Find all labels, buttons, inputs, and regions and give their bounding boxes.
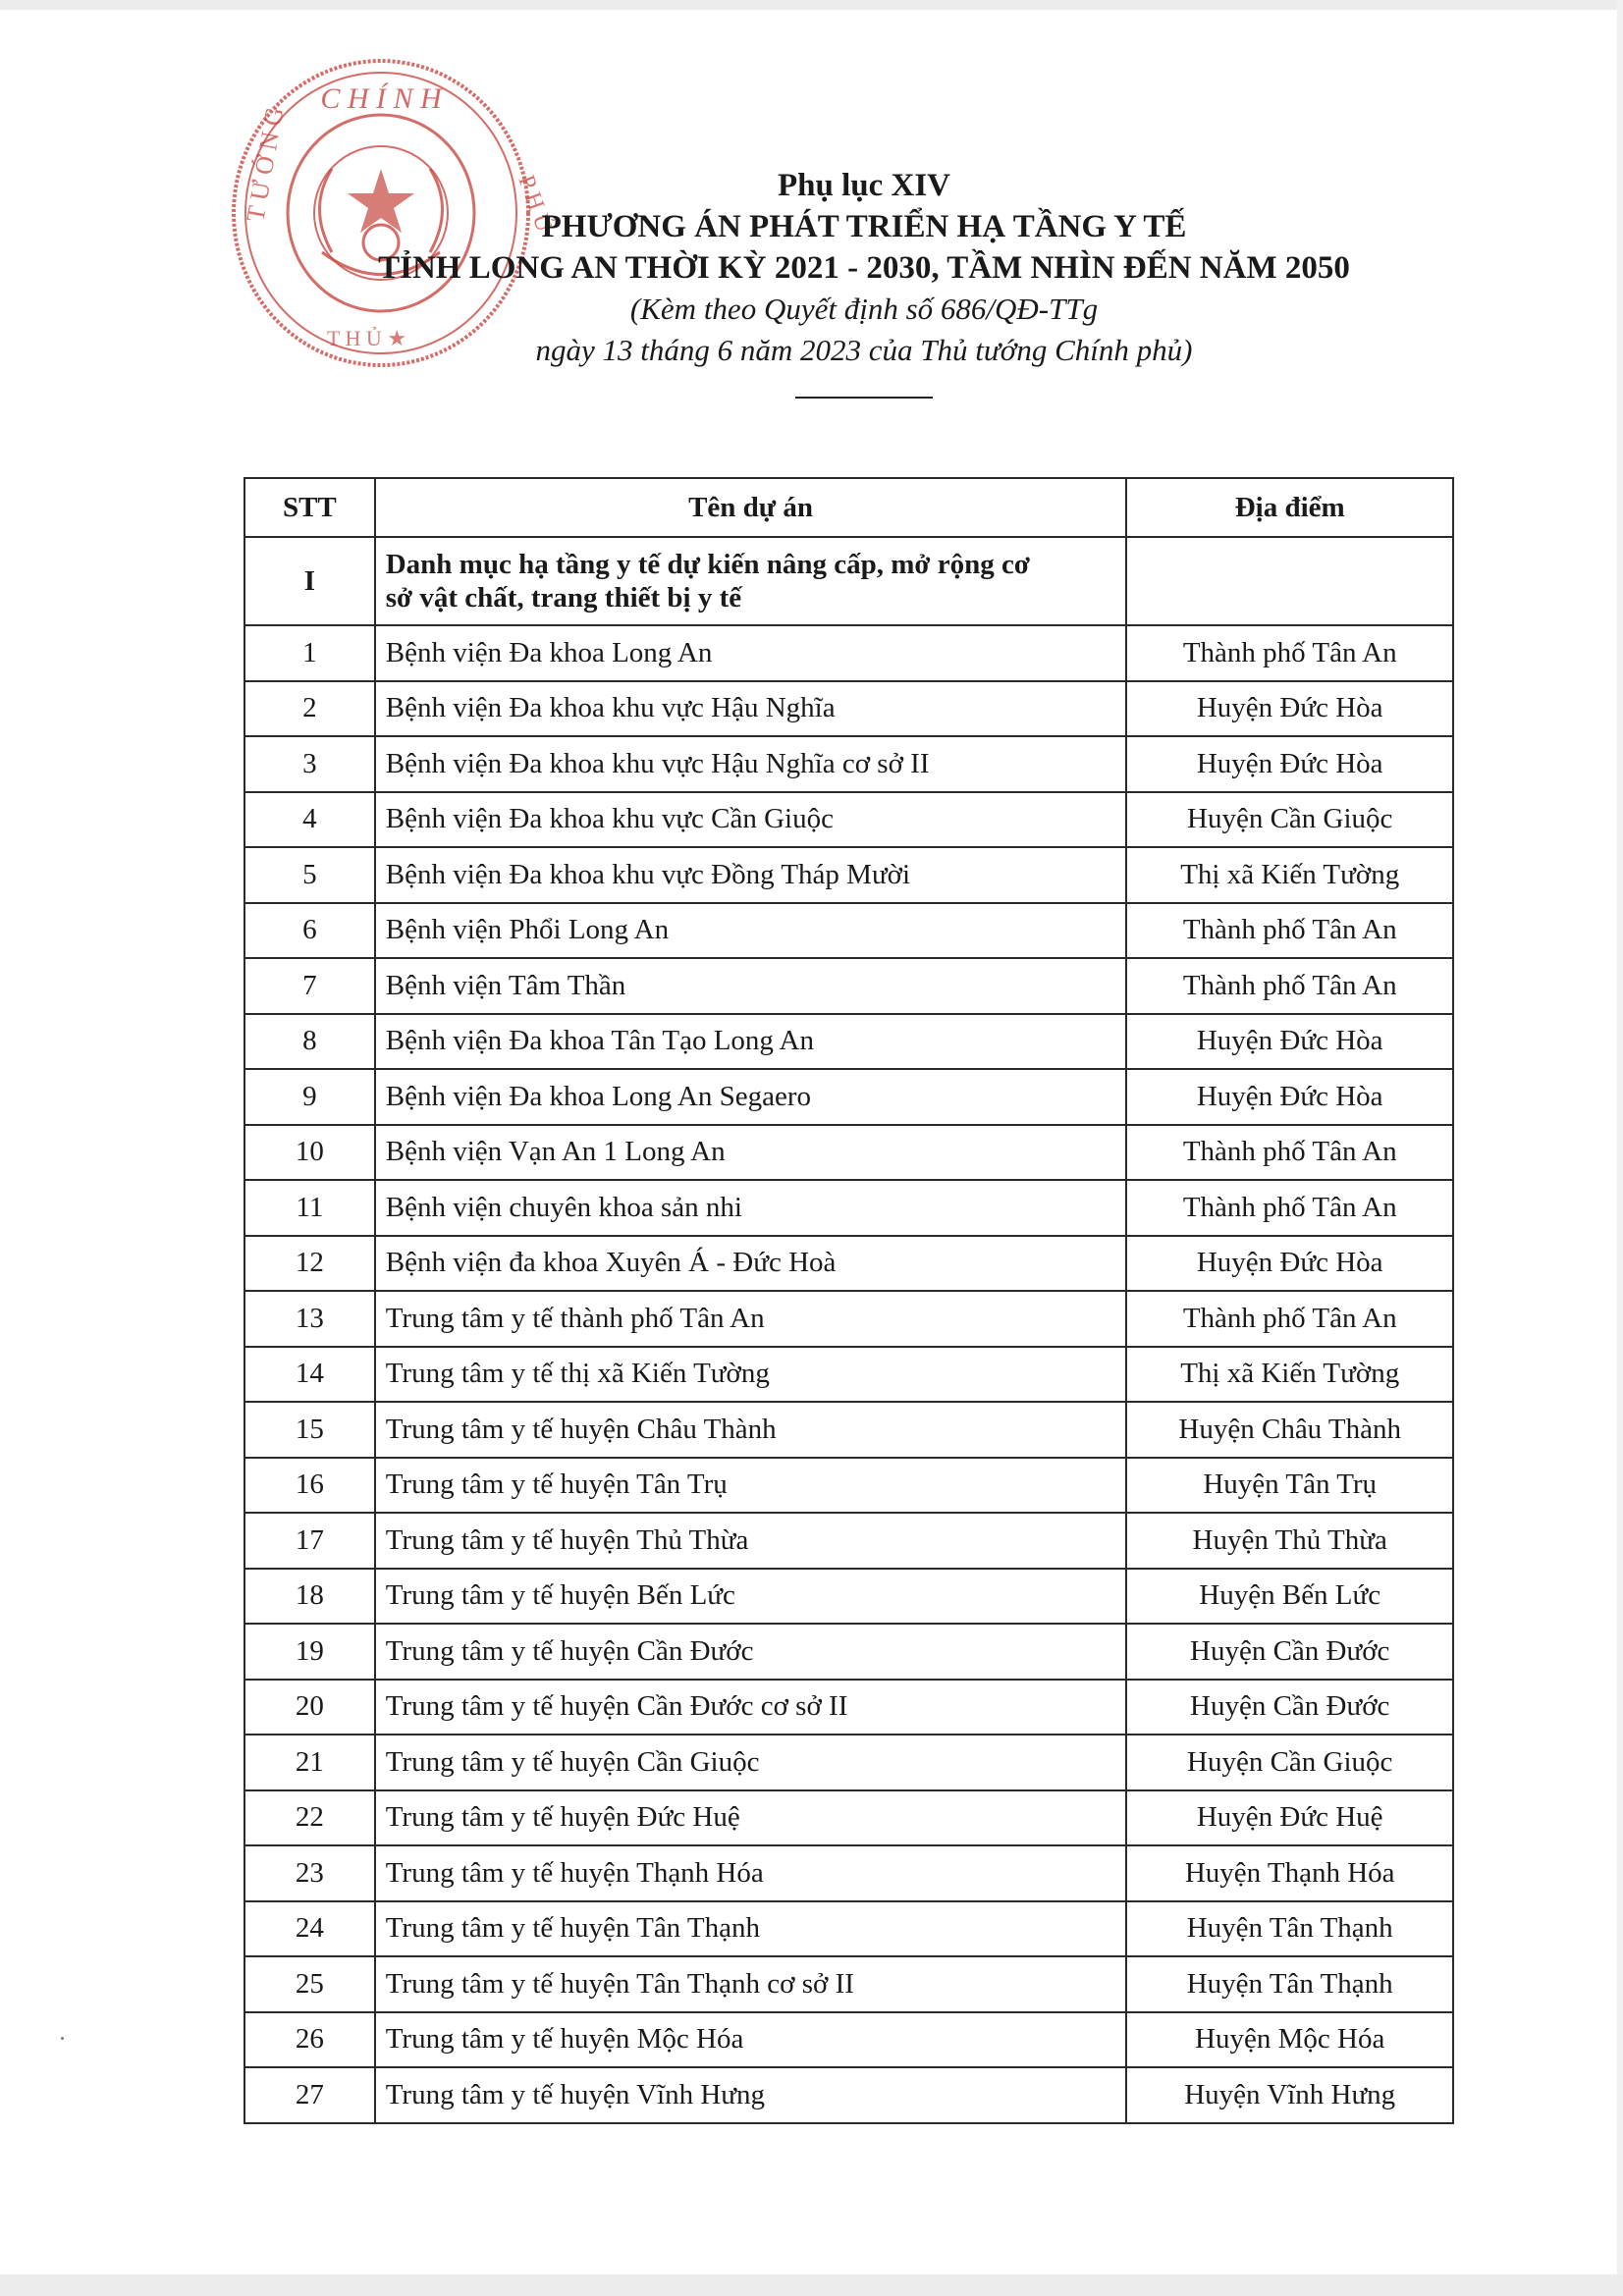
table-row xyxy=(244,1125,1453,1181)
project-location: Huyện Đức Hòa xyxy=(1126,1014,1453,1070)
table-header-row xyxy=(244,478,1453,537)
table-row xyxy=(244,1956,1453,2012)
table-row xyxy=(244,1014,1453,1070)
row-number: 18 xyxy=(244,1569,375,1625)
table-row xyxy=(244,2067,1453,2123)
project-name: Trung tâm y tế thị xã Kiến Tường xyxy=(375,1347,1127,1403)
table-row xyxy=(244,1402,1453,1458)
row-number: 24 xyxy=(244,1901,375,1957)
project-name: Bệnh viện Đa khoa khu vực Cần Giuộc xyxy=(375,792,1127,848)
project-location: Huyện Đức Hòa xyxy=(1126,1236,1453,1292)
project-name: Bệnh viện chuyên khoa sản nhi xyxy=(375,1180,1127,1236)
project-location: Huyện Tân Thạnh xyxy=(1126,1901,1453,1957)
table-row xyxy=(244,1680,1453,1735)
row-number: 14 xyxy=(244,1347,375,1403)
project-name: Bệnh viện Đa khoa Tân Tạo Long An xyxy=(375,1014,1127,1070)
svg-text:C H Í N H: C H Í N H xyxy=(320,82,442,115)
svg-text:T Ư Ớ N G: T Ư Ớ N G xyxy=(241,104,290,225)
project-name: Bệnh viện Vạn An 1 Long An xyxy=(375,1125,1127,1181)
table-row xyxy=(244,1236,1453,1292)
project-location: Huyện Thạnh Hóa xyxy=(1126,1845,1453,1901)
document-header xyxy=(295,165,1434,399)
project-name: Trung tâm y tế huyện Mộc Hóa xyxy=(375,2012,1127,2068)
row-number: 7 xyxy=(244,958,375,1014)
table-row xyxy=(244,2012,1453,2068)
project-location: Huyện Đức Huệ xyxy=(1126,1790,1453,1846)
table-row xyxy=(244,1291,1453,1347)
section-location xyxy=(1126,537,1453,625)
project-name: Bệnh viện Đa khoa Long An Segaero xyxy=(375,1069,1127,1125)
row-number: 1 xyxy=(244,625,375,681)
document-title-line-2: TỈNH LONG AN THỜI KỲ 2021 - 2030, TẦM NHÌN ĐẾN NĂM 2050 xyxy=(378,250,1350,286)
project-location: Huyện Tân Trụ xyxy=(1126,1458,1453,1514)
row-number: 25 xyxy=(244,1956,375,2012)
project-location: Huyện Mộc Hóa xyxy=(1126,2012,1453,2068)
section-title xyxy=(375,537,1127,625)
row-number: 10 xyxy=(244,1125,375,1181)
table-row xyxy=(244,1180,1453,1236)
project-location: Huyện Thủ Thừa xyxy=(1126,1513,1453,1569)
row-number: 5 xyxy=(244,847,375,903)
project-location: Thị xã Kiến Tường xyxy=(1126,847,1453,903)
table-row xyxy=(244,792,1453,848)
project-location: Huyện Đức Hòa xyxy=(1126,736,1453,792)
project-location: Thành phố Tân An xyxy=(1126,958,1453,1014)
table-row xyxy=(244,903,1453,959)
project-name: Trung tâm y tế huyện Tân Thạnh xyxy=(375,1901,1127,1957)
project-location: Huyện Cần Đước xyxy=(1126,1624,1453,1680)
project-location: Thị xã Kiến Tường xyxy=(1126,1347,1453,1403)
table-row xyxy=(244,1901,1453,1957)
section-number: I xyxy=(244,537,375,625)
table-row xyxy=(244,1513,1453,1569)
row-number: 2 xyxy=(244,681,375,737)
table-row xyxy=(244,1458,1453,1514)
scan-top-edge xyxy=(0,0,1623,10)
appendix-label: Phụ lục XIV xyxy=(777,168,951,203)
row-number: 12 xyxy=(244,1236,375,1292)
table-row xyxy=(244,1569,1453,1625)
project-name: Bệnh viện Đa khoa khu vực Hậu Nghĩa cơ sở II xyxy=(375,736,1127,792)
project-name: Trung tâm y tế huyện Châu Thành xyxy=(375,1402,1127,1458)
project-name: Trung tâm y tế huyện Tân Trụ xyxy=(375,1458,1127,1514)
row-number: 20 xyxy=(244,1680,375,1735)
row-number: 19 xyxy=(244,1624,375,1680)
document-title-line-1: PHƯƠNG ÁN PHÁT TRIỂN HẠ TẦNG Y TẾ xyxy=(541,209,1187,244)
project-location: Thành phố Tân An xyxy=(1126,625,1453,681)
project-table xyxy=(243,477,1454,2124)
row-number: 15 xyxy=(244,1402,375,1458)
row-number: 4 xyxy=(244,792,375,848)
row-number: 17 xyxy=(244,1513,375,1569)
row-number: 16 xyxy=(244,1458,375,1514)
header-stt: STT xyxy=(244,478,375,537)
project-name: Trung tâm y tế huyện Cần Đước xyxy=(375,1624,1127,1680)
row-number: 11 xyxy=(244,1180,375,1236)
project-location: Thành phố Tân An xyxy=(1126,1291,1453,1347)
decision-reference: (Kèm theo Quyết định số 686/QĐ-TTg xyxy=(629,292,1099,326)
table-row xyxy=(244,1735,1453,1790)
scan-right-edge xyxy=(1617,0,1623,2296)
row-number: 21 xyxy=(244,1735,375,1790)
project-location: Huyện Cần Giuộc xyxy=(1126,1735,1453,1790)
svg-text:P H Ủ: P H Ủ xyxy=(513,172,558,236)
project-name: Trung tâm y tế huyện Bến Lức xyxy=(375,1569,1127,1625)
table-row xyxy=(244,1845,1453,1901)
table-row xyxy=(244,1347,1453,1403)
project-location: Thành phố Tân An xyxy=(1126,1125,1453,1181)
scan-speck xyxy=(61,2037,64,2040)
row-number: 26 xyxy=(244,2012,375,2068)
project-location: Thành phố Tân An xyxy=(1126,903,1453,959)
project-location: Huyện Đức Hòa xyxy=(1126,681,1453,737)
row-number: 27 xyxy=(244,2067,375,2123)
section-title-line-2: sở vật chất, trang thiết bị y tế xyxy=(385,582,742,614)
project-name: Trung tâm y tế thành phố Tân An xyxy=(375,1291,1127,1347)
table-row xyxy=(244,681,1453,737)
project-name: Bệnh viện Đa khoa khu vực Đồng Tháp Mười xyxy=(375,847,1127,903)
row-number: 3 xyxy=(244,736,375,792)
table-row xyxy=(244,1790,1453,1846)
project-name: Trung tâm y tế huyện Cần Đước cơ sở II xyxy=(375,1680,1127,1735)
project-name: Trung tâm y tế huyện Vĩnh Hưng xyxy=(375,2067,1127,2123)
project-name: Bệnh viện Đa khoa khu vực Hậu Nghĩa xyxy=(375,681,1127,737)
row-number: 8 xyxy=(244,1014,375,1070)
row-number: 9 xyxy=(244,1069,375,1125)
svg-text:T H Ủ ★: T H Ủ ★ xyxy=(327,326,407,350)
table-row xyxy=(244,1069,1453,1125)
project-location: Huyện Vĩnh Hưng xyxy=(1126,2067,1453,2123)
decision-date: ngày 13 tháng 6 năm 2023 của Thủ tướng Chính phủ) xyxy=(535,333,1193,367)
project-name: Trung tâm y tế huyện Thủ Thừa xyxy=(375,1513,1127,1569)
header-location: Địa điểm xyxy=(1126,478,1453,537)
project-name: Bệnh viện Tâm Thần xyxy=(375,958,1127,1014)
row-number: 23 xyxy=(244,1845,375,1901)
project-location: Huyện Tân Thạnh xyxy=(1126,1956,1453,2012)
project-name: Trung tâm y tế huyện Cần Giuộc xyxy=(375,1735,1127,1790)
project-location: Huyện Châu Thành xyxy=(1126,1402,1453,1458)
section-title-line-1: Danh mục hạ tầng y tế dự kiến nâng cấp, mở rộng cơ xyxy=(385,549,1030,580)
project-location: Huyện Cần Giuộc xyxy=(1126,792,1453,848)
row-number: 13 xyxy=(244,1291,375,1347)
table-row xyxy=(244,736,1453,792)
table-row xyxy=(244,1624,1453,1680)
header-project-name: Tên dự án xyxy=(375,478,1127,537)
project-name: Trung tâm y tế huyện Thạnh Hóa xyxy=(375,1845,1127,1901)
table-row xyxy=(244,625,1453,681)
project-name: Trung tâm y tế huyện Đức Huệ xyxy=(375,1790,1127,1846)
project-name: Trung tâm y tế huyện Tân Thạnh cơ sở II xyxy=(375,1956,1127,2012)
scan-bottom-edge xyxy=(0,2274,1623,2296)
section-row xyxy=(244,537,1453,625)
table-row xyxy=(244,847,1453,903)
project-location: Huyện Bến Lức xyxy=(1126,1569,1453,1625)
table-row xyxy=(244,958,1453,1014)
project-name: Bệnh viện Phổi Long An xyxy=(375,903,1127,959)
project-name: Bệnh viện Đa khoa Long An xyxy=(375,625,1127,681)
project-location: Huyện Cần Đước xyxy=(1126,1680,1453,1735)
project-location: Huyện Đức Hòa xyxy=(1126,1069,1453,1125)
project-name: Bệnh viện đa khoa Xuyên Á - Đức Hoà xyxy=(375,1236,1127,1292)
row-number: 6 xyxy=(244,903,375,959)
header-divider xyxy=(795,397,933,399)
project-location: Thành phố Tân An xyxy=(1126,1180,1453,1236)
row-number: 22 xyxy=(244,1790,375,1846)
